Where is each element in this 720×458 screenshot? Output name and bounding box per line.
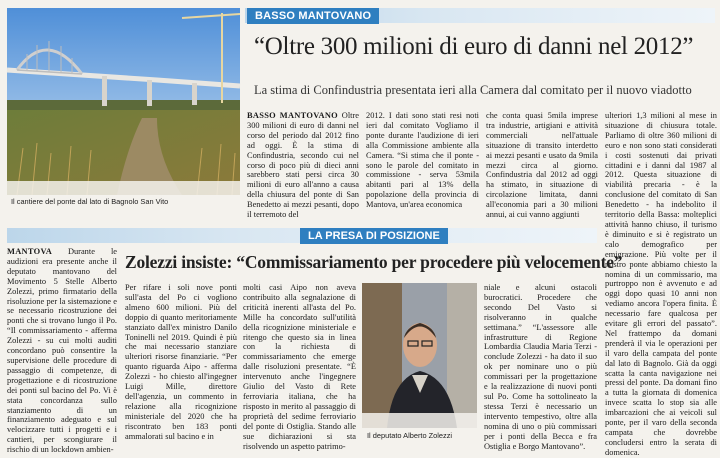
bridge-photo-illustration (7, 8, 240, 195)
body-text: Oltre 300 milioni di euro di danni nel corso del periodo dal 2012 fino ad oggi. È la stima di Confindustria, secondo cui nel corso di poco più di dieci anni sarebbero stati persi circa 30 milioni di euro all'anno a causa della chiusura del ponte di San Benedetto ai mezzi pesanti, dopo il terremoto del (247, 111, 359, 220)
body-text: Durante le audizioni era presente anche il deputato mantovano del Movimento 5 Stelle Alberto Zolezzi, primo firmatario della risoluzione per la sistemazione e se necessario ricostruzione dei ponti che si trovano lungo il Po. “Il commissariamento - afferma Zolezzi - su cui molti auditi concordano può consentire la supervisione delle procedure di passaggio di competenze, di progettazione e di ricostruzione dei ponti sul bacino del Po. Vi è stata concordanza sullo stanziamento di un finanziamento adeguato e sul velocizzare tutti i progetti e i cantieri, per scongiurare il rischio di un lockdown ambien- (7, 247, 117, 455)
article2-column-4 (484, 283, 597, 451)
deputy-portrait-illustration (362, 283, 477, 428)
article1-column-2 (366, 111, 479, 211)
body-text: niale e alcuni ostacoli burocratici. Procedere che secondo Del Vasto si risolveranno in qualche settimana.” “L'assessore alle infrastrutture di Regione Lombardia Claudia Maria Terzi - conclude Zolezzi - ha dato il suo ok per nominare uno o più commissari per la progettazione e la realizzazione di nuovi ponti sul Po. Come ha sottolineato la stessa Terzi è necessario un intervento tempestivo, oltre alla nomina di uno o più commissari per i ponti della Becca e fra Ostiglia e Borgo Mantovano”. (484, 283, 597, 451)
article1-column-3 (486, 111, 598, 220)
section-label: LA PRESA DI POSIZIONE (300, 228, 448, 244)
body-text: molti casi Aipo non aveva contribuito alla segnalazione di criticità inerenti all'asta del Po. Mille ha concordato sull'utilità della ricognizione ministeriale e ritengo che questo sia in linea con la richiesta di commissariamento che emerge dalle risoluzioni presentate. “È intervenuto anche l'ingegnere Giulio del Vasto di Rete ferroviaria italiana, che ha risposto in merito al passaggio di proprietà del sedime ferroviario del ponte di Ostiglia. Stando alle sue dichiarazioni si sta risolvendo un aspetto patrimo- (243, 283, 356, 451)
body-text: che conta quasi 5mila imprese tra industrie, artigiani e attività commerciali nell'attuale situazione di transito interdetto ai mezzi pesanti e usato da 9mila mezzi circa al giorno. Confindustria dal 2012 ad oggi ha stimato, in situazione di circolazione limitata, danni all'economia pari a 30 milioni annui, ai cui vanno aggiunti (486, 111, 598, 220)
photo-bridge-site (7, 8, 240, 195)
article1-column-1 (247, 111, 359, 220)
article2-column-2 (125, 283, 237, 439)
article2-column-1 (7, 247, 117, 455)
photo-caption: Il cantiere del ponte dal lato di Bagnolo San Vito (11, 197, 169, 206)
body-text: ulteriori 1,3 milioni al mese in situazione di chiusura totale. Parliamo di oltre 360 milioni di euro e non sono stati considerati i costi sostenuti dai privati cittadini e i danni dal 1987 al 2012. Questa situazione di viabilità precaria - è la conclusione del comitato di San Benedetto - ha indebolito il territorio della Bassa: molteplici attività hanno chiuso, il turismo è diminuito e si è registrato un calo demografico per emigrazione. Più volte per il nostro ponte abbiamo chiesto la nomina di un commissario, ma purtroppo non è avvenuto e ad oggi dopo quasi 10 anni non vediamo ancora l'opera finita. È necessario fare qualcosa per evitare gli errori del passato”. Nel frattempo da domani prenderà il via le operazioni per il varo della campata del ponte dal lato di Bagnolo. Già da oggi scatta la canta navigazione nei pressi del ponte. Da domani fino a tutta la giornata di domenica invece scatta lo stop sia alle imbarcazioni che ai veicoli sul ponte, per il varo della seconda campata che dovrebbe concludersi entro la serata di domenica. (605, 111, 717, 457)
photo-caption: Il deputato Alberto Zolezzi (367, 431, 453, 440)
dropcap-location: BASSO MANTOVANO (247, 111, 342, 120)
body-text: Per rifare i soli nove ponti sull'asta del Po ci vogliono almeno 600 milioni. Più del doppio di quanto meritoriamente stanziato dall'ex ministro Danilo Toninelli nel 2019. Quindi è più che mai necessario stanziare ulteriori risorse finanziarie. “Per quanto riguarda Aipo - afferma Zolezzi - ho chiesto all'ingegner Luigi Mille, direttore dell'agenzia, un commento in relazione alla ricognizione ministeriale del 2020 che ha riscontrato ben 183 ponti ammalorati sul bacino e in (125, 283, 237, 441)
subheadline: La stima di Confindustria presentata ieri alla Camera dal comitato per il nuovo viadotto (254, 83, 692, 97)
article1-column-4 (605, 111, 717, 457)
photo-deputy (362, 283, 477, 428)
dropcap-location: MANTOVA (7, 247, 68, 256)
section-label: BASSO MANTOVANO (247, 8, 379, 24)
headline: Zolezzi insiste: “Commissariamento per procedere più velocemente” (125, 252, 623, 272)
headline: “Oltre 300 milioni di euro di danni nel 2012” (254, 33, 694, 60)
article2-column-3 (243, 283, 356, 451)
body-text: 2012. I dati sono stati resi noti ieri dal comitato Vogliamo il ponte durante l'audizione di ieri alla Commissione ambiente alla Camera. “Si stima che il ponte - sono le parole del comitato in commissione - serva 53mila abitanti pari al 13% della popolazione della provincia di Mantova, un'area economica (366, 111, 479, 210)
